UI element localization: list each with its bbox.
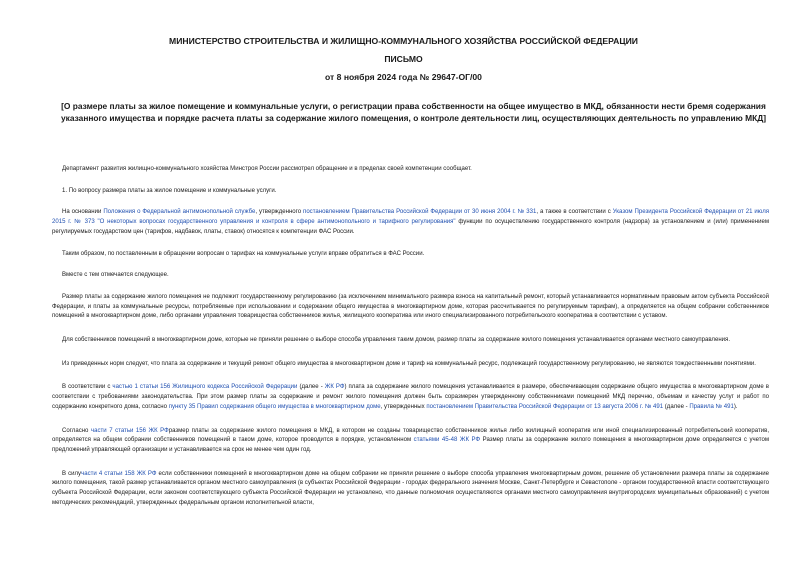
paragraph-not-identical: Из приведенных норм следует, что плата за содержание и текущий ремонт общего имущества в многоквартирном доме и тариф на коммунальный ресурс, подлежащий государственному регулированию, не являются тождественными понятиями.: [62, 360, 756, 367]
link-housing-code-156-1[interactable]: частью 1 статьи 156 Жилищного кодекса Российской Федерации: [112, 384, 298, 391]
document-subject: [О размере платы за жилое помещение и коммунальные услуги, о регистрации права собственности на общее имущество в МКД, обязанности нести бремя содержания указанного имущества и порядке расчета платы за содержание жилого помещения, о контроле деятельности лиц, осуществляющих деятельность по управлению МКД]: [61, 101, 766, 123]
document-date-number: от 8 ноября 2024 года № 29647-ОГ/00: [325, 72, 482, 82]
link-maintenance-rules[interactable]: Правил содержания общего имущества в многоквартирном доме: [197, 403, 381, 410]
paragraph-section-1: 1. По вопросу размера платы за жилое помещение и коммунальные услуги.: [62, 187, 277, 194]
paragraph-intro: Департамент развития жилищно-коммунального хозяйства Минстроя России рассмотрел обращение и в пределах своей компетенции сообщает.: [62, 166, 472, 172]
paragraph-article-158-part-4: [52, 470, 769, 509]
link-rules-491[interactable]: Правила № 491: [689, 403, 734, 410]
text-fragment: Размер платы за содержание жилого помещения в многоквартирном доме определяется с учетом предложений управляющей организации и устанавливается на срок не менее чем один год.: [52, 437, 770, 453]
text-fragment: , утвержденного: [255, 209, 304, 216]
paragraph-article-156-part-1: [52, 383, 769, 412]
text-fragment: , утвержденных: [380, 403, 427, 410]
link-government-decree-331[interactable]: постановлением Правительства Российской Федерации от 30 июня 2004 г. № 331: [303, 209, 537, 216]
paragraph-note: Вместе с тем отмечается следующее.: [62, 272, 169, 279]
text-fragment: ) плата за содержание жилого помещения устанавливается в размере, обеспечивающем содержание общего имущества в многоквартирном доме в соответствии с требованиями законодательства. При этом размер платы за содержание и ремонт жилого помещения должен быть соразмерен утвержденному собственниками помещений МКД перечню, объемам и качеству услуг и работ по содержанию конкретного дома, согласно: [52, 384, 769, 410]
paragraph-payment-regulation: Размер платы за содержание жилого помещения не подлежит государственному регулированию (за исключением минимального размера взноса на капитальный ремонт, который устанавливается нормативным правовым актом субъекта Российской Федерации, и платы за коммунальные ресурсы, потребляемые при использовании и содержании общего имущества в многоквартирном доме, которая рассчитывается по регулируемым тарифам), а определяется на общем собрании собственников помещений в многоквартирном доме, либо органами управления товарищества собственников жилья, жилищного кооператива или иного специализированного потребительского кооператива в соответствии с уставом.: [52, 293, 769, 320]
paragraph-local-government: Для собственников помещений в многоквартирном доме, которые не приняли решение о выборе способа управления таким домом, размер платы за содержание жилого помещения устанавливается органами местного самоуправления.: [62, 337, 730, 344]
link-fas-regulation[interactable]: Положения о Федеральной антимонопольной службе: [103, 209, 256, 216]
text-fragment: (далее -: [297, 384, 325, 391]
text-fragment: функции по осуществлению государственного контроля (надзора) за установлением и (или) применением регулируемых государством цен (тарифов, надбавок, платы, ставок) относятся к компетенции ФАС России.: [52, 219, 770, 235]
text-fragment: В силу: [62, 470, 82, 477]
text-fragment: Согласно: [62, 427, 91, 434]
link-point-35[interactable]: пункту 35: [168, 403, 196, 410]
document-body: [52, 165, 769, 520]
text-fragment: (далее -: [663, 403, 690, 410]
text-fragment: На основании: [62, 209, 104, 216]
paragraph-fas-competence: [52, 208, 769, 237]
text-fragment: если собственники помещений в многоквартирном доме на общем собрании не приняли решение о выборе способа управления многоквартирным домом, решение об установлении размера платы за содержание жилого помещения, такой размер устанавливается органом местного самоуправления (в субъектах Российской Федерации - городах федерального значения Москве, Санкт-Петербурге и Севастополе - органом государственной власти соответствующего субъекта Российской Федерации, если законом соответствующего субъекта Российской Федерации не установлено, что данные полномочия осуществляются органами местного самоуправления внутригородских муниципальных образований) с учетом методических рекомендаций, утвержденных федеральным органом исполнительной власти,: [52, 470, 769, 506]
document-type: ПИСЬМО: [384, 54, 423, 64]
paragraph-fas-contact: Таким образом, по поставленным в обращении вопросам о тарифах на коммунальные услуги вправе обратиться в ФАС России.: [62, 250, 425, 257]
link-housing-code[interactable]: ЖК РФ: [324, 384, 345, 391]
ministry-name: МИНИСТЕРСТВО СТРОИТЕЛЬСТВА И ЖИЛИЩНО-КОММУНАЛЬНОГО ХОЗЯЙСТВА РОССИЙСКОЙ ФЕДЕРАЦИИ: [169, 36, 638, 46]
link-government-decree-491[interactable]: постановлением Правительства Российской Федерации от 13 августа 2006 г. № 491: [426, 403, 664, 410]
text-fragment: , а также в соответствии с: [536, 209, 613, 216]
text-fragment: ).: [733, 403, 738, 410]
paragraph-article-156-part-7: [52, 427, 769, 456]
text-fragment: размер платы за содержание жилого помещения в МКД, в котором не созданы товарищество собственников жилья либо жилищный кооператив или иной специализированный потребительский кооператив, определяется на общем собрании собственников помещений в таком доме, которое проводится в порядке, установленном: [52, 427, 769, 444]
link-housing-code-45-48[interactable]: статьями 45-48 ЖК РФ: [413, 437, 481, 444]
text-fragment: В соответствии с: [62, 384, 113, 391]
link-housing-code-158-4[interactable]: части 4 статьи 158 ЖК РФ: [81, 470, 157, 477]
link-president-decree-373[interactable]: Указом Президента Российской Федерации от 21 июля 2015 г. № 373 "О некоторых вопросах государственного управления и контроля в сфере антимонопольного и тарифного регулирования": [52, 209, 770, 226]
link-housing-code-156-7[interactable]: части 7 статьи 156 ЖК РФ: [90, 427, 169, 434]
